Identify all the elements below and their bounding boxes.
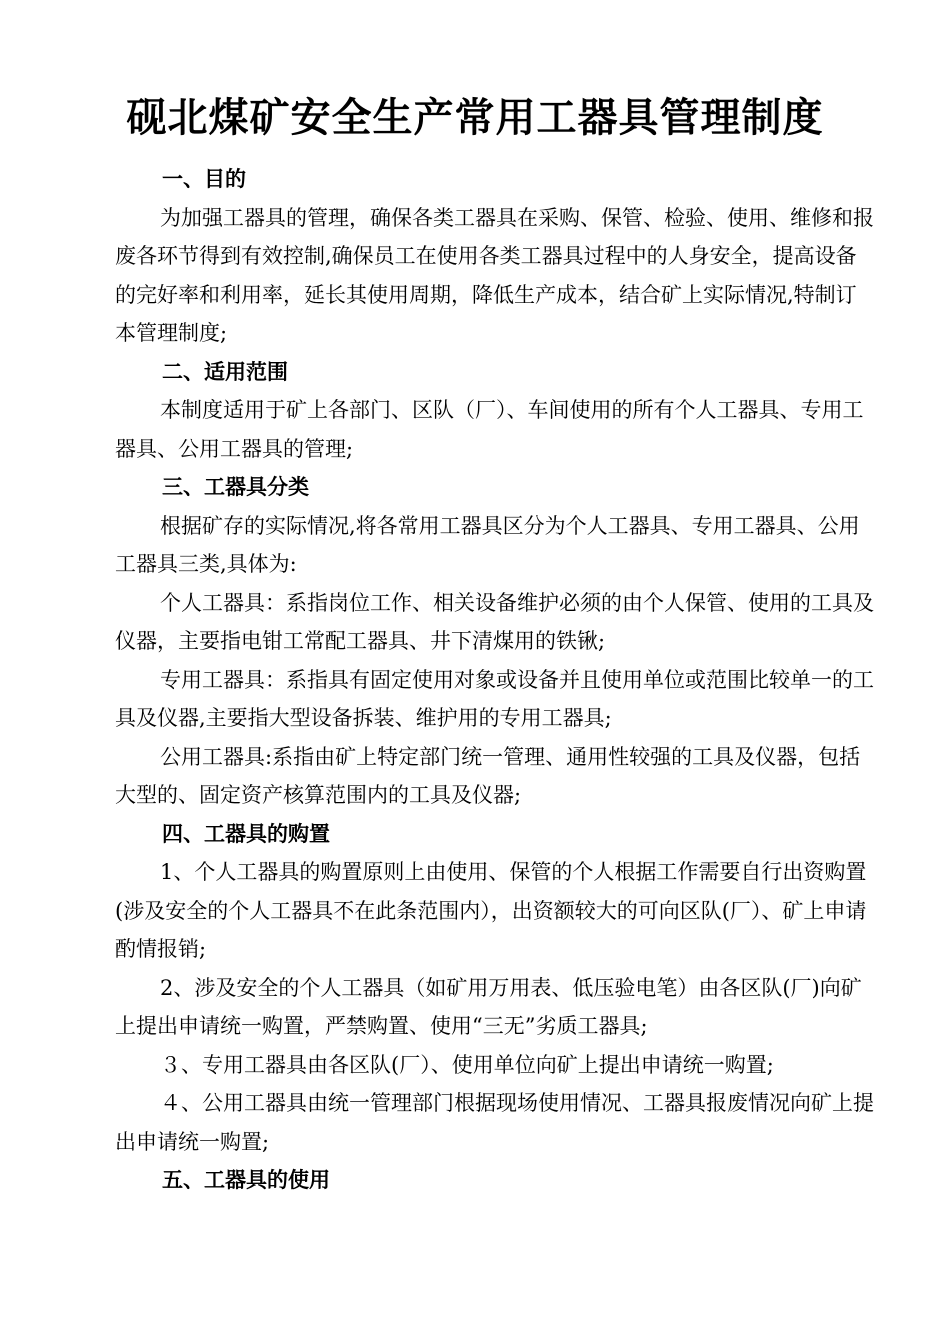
paragraph-purchase-1: 1、个人工器具的购置原则上由使用、保管的个人根据工作需要自行出资购置(涉及安全的个人工器具不在此条范围内），出资额较大的可向区队(厂）、矿上申请酌情报销; [115,860,867,961]
paragraph-purchase-4: ４、公用工器具由统一管理部门根据现场使用情况、工器具报废情况向矿上提出申请统一购置; [115,1091,874,1154]
paragraph-purchase-2: 2、涉及安全的个人工器具（如矿用万用表、低压验电笔）由各区队(厂)向矿上提出申请统一购置，严禁购置、使用“三无”劣质工器具; [115,975,862,1038]
document-title: 砚北煤矿安全生产常用工器具管理制度 [126,95,824,141]
section-heading-purchase: 四、工器具的购置 [162,821,330,846]
paragraph-personal-tools: 个人工器具：系指岗位工作、相关设备维护必须的由个人保管、使用的工具及仪器，主要指电钳工常配工器具、井下清煤用的铁锹; [115,590,874,653]
paragraph-scope: 本制度适用于矿上各部门、区队（厂）、车间使用的所有个人工器具、专用工器具、公用工器具的管理; [115,398,864,461]
paragraph-special-tools: 专用工器具：系指具有固定使用对象或设备并且使用单位或范围比较单一的工具及仪器,主要指大型设备拆装、维护用的专用工器具; [115,667,874,730]
paragraph-purchase-3: ３、专用工器具由各区队(厂）、使用单位向矿上提出申请统一购置; [160,1052,774,1077]
paragraph-public-tools: 公用工器具:系指由矿上特定部门统一管理、通用性较强的工具及仪器，包括大型的、固定资产核算范围内的工具及仪器; [115,744,861,807]
section-heading-classification: 三、工器具分类 [162,475,309,499]
paragraph-purpose: 为加强工器具的管理，确保各类工器具在采购、保管、检验、使用、维修和报废各环节得到有效控制,确保员工在使用各类工器具过程中的人身安全，提高设备的完好率和利用率，延长其使用周期，降低生产成本，结合矿上实际情况,特制订本管理制度; [115,205,874,345]
paragraph-classification-intro: 根据矿存的实际情况,将各常用工器具区分为个人工器具、专用工器具、公用工器具三类,具体为: [115,513,860,576]
section-heading-scope: 二、适用范围 [162,359,288,384]
section-heading-usage: 五、工器具的使用 [162,1168,330,1192]
document-body [115,160,875,1200]
section-heading-purpose: 一、目的 [162,167,246,191]
